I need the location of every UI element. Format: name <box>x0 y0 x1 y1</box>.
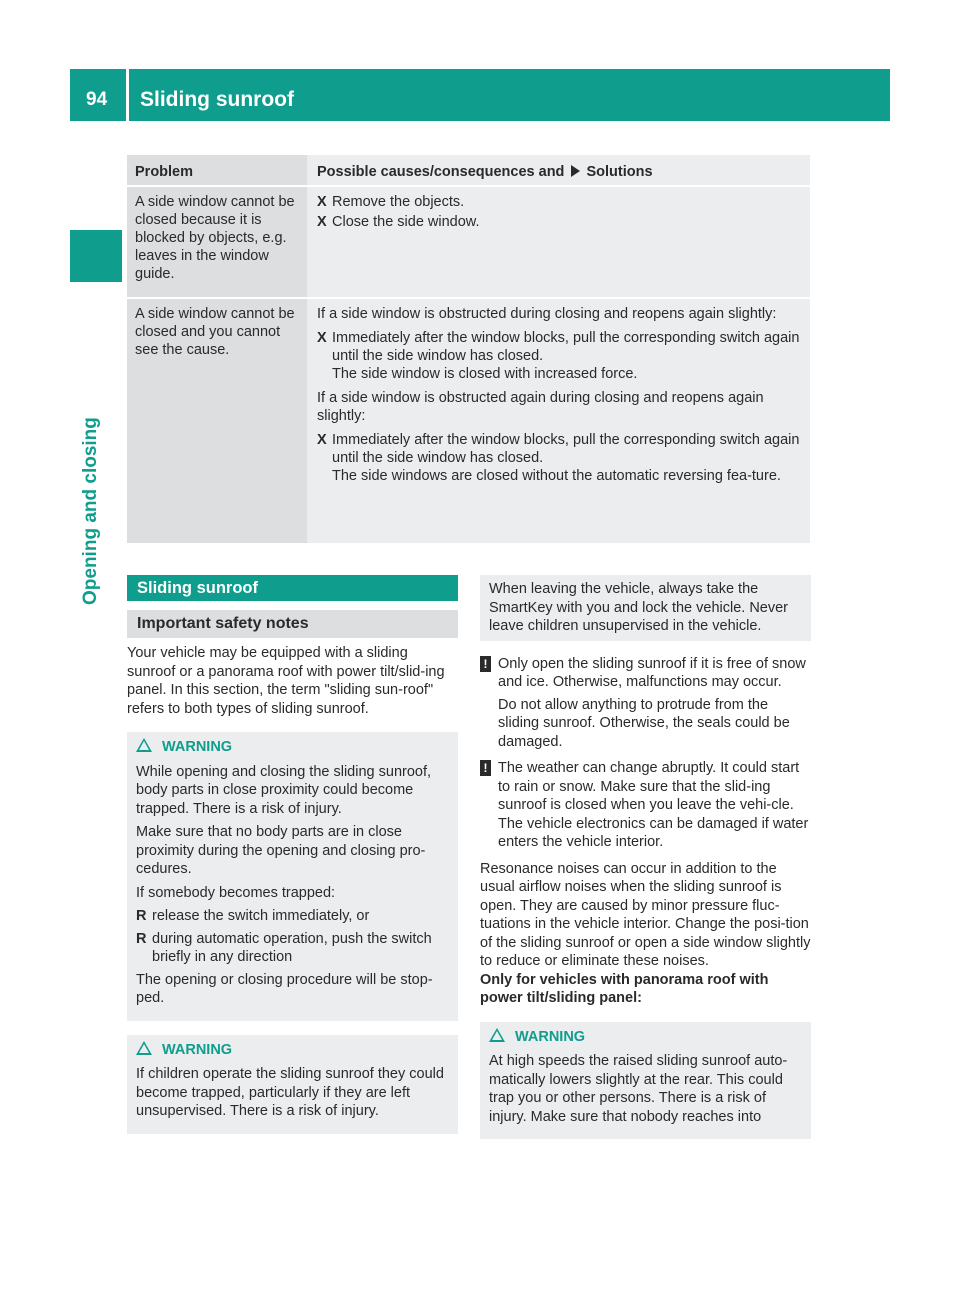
warning-box <box>127 732 458 1021</box>
exclamation-icon: ! <box>480 656 491 672</box>
table-header-row <box>127 155 810 187</box>
bullet-text: during automatic operation, push the switch briefly in any direction <box>152 930 432 965</box>
warning-box <box>480 1022 811 1140</box>
header-solutions-text: Possible causes/consequences and <box>317 164 565 180</box>
warning-label: WARNING <box>162 739 233 755</box>
subsection-heading: Important safety notes <box>127 610 458 638</box>
note-item <box>480 759 811 852</box>
warning-triangle-icon <box>136 1041 152 1055</box>
problem-cell: A side window cannot be closed and you cannot see the cause. <box>127 299 307 543</box>
step-text: Close the side window. <box>332 214 480 230</box>
warning-label: WARNING <box>515 1028 586 1045</box>
table-row <box>127 299 810 545</box>
page-number: 94 <box>86 89 108 110</box>
step-text: Remove the objects. <box>332 194 465 210</box>
warning-text: If children operate the sliding sunroof they could become trapped, particularly if they are left unsupervised. There is a risk of injury. <box>136 1066 444 1119</box>
step-arrow-icon: X <box>317 330 327 346</box>
step-arrow-icon: X <box>317 432 327 448</box>
warning-heading <box>136 1041 450 1060</box>
exclamation-icon: ! <box>480 760 491 776</box>
play-arrow-icon <box>571 165 580 177</box>
note-text: Only open the sliding sunroof if it is free of snow and ice. Otherwise, malfunctions may occur. <box>498 655 806 690</box>
table-row <box>127 187 810 299</box>
warning-text: Make sure that no body parts are in close proximity during the opening and closing pro-cedures. <box>136 824 426 877</box>
warning-heading <box>136 738 450 757</box>
warning-text: The opening or closing procedure will be stop-ped. <box>136 971 433 1006</box>
solution-paragraph: If a side window is obstructed again during closing and reopens again slightly: <box>317 390 764 424</box>
warning-continued-box: When leaving the vehicle, always take the SmartKey with you and lock the vehicle. Never leave children unsupervised in the vehicle. <box>480 575 811 641</box>
note-item <box>480 655 811 752</box>
left-column <box>127 575 458 1134</box>
bullet-item <box>136 907 450 926</box>
solution-cell <box>307 187 810 297</box>
header-problem: Problem <box>127 155 307 185</box>
warning-triangle-icon <box>136 738 152 752</box>
solution-cell <box>307 299 810 543</box>
solution-step <box>317 213 802 231</box>
step-text: Immediately after the window blocks, pull the corresponding switch again until the side window has closed. <box>332 432 800 466</box>
step-result: The side windows are closed without the automatic reversing fea-ture. <box>332 468 781 484</box>
header-solutions-label: Solutions <box>586 164 653 180</box>
warning-heading <box>489 1028 803 1047</box>
page-title: Sliding sunroof <box>140 88 294 111</box>
solution-paragraph: If a side window is obstructed during closing and reopens again slightly: <box>317 306 777 322</box>
bullet-text: release the switch immediately, or <box>152 908 370 924</box>
warning-triangle-icon <box>489 1028 505 1042</box>
right-column <box>480 575 811 1139</box>
panorama-heading: Only for vehicles with panorama roof with power tilt/sliding panel: <box>480 971 769 1006</box>
side-tab-marker <box>70 230 122 282</box>
warning-box <box>127 1035 458 1134</box>
bullet-icon: R <box>136 908 147 924</box>
note-text: Do not allow anything to protrude from the sliding sunroof. Otherwise, the seals could be damaged. <box>498 696 790 750</box>
step-arrow-icon: X <box>317 194 327 210</box>
problem-cell: A side window cannot be closed because it is blocked by objects, e.g. leaves in the window guide. <box>127 187 307 297</box>
warning-label: WARNING <box>162 1041 233 1058</box>
section-heading: Sliding sunroof <box>127 575 458 601</box>
header-solutions <box>307 155 810 185</box>
bullet-icon: R <box>136 930 147 947</box>
bullet-item <box>136 930 450 967</box>
step-text: Immediately after the window blocks, pull the corresponding switch again until the side window has closed. <box>332 330 800 364</box>
resonance-paragraph: Resonance noises can occur in addition to the usual airflow noises when the sliding sunroof is open. They are caused by minor pressure fluc-tuations in the vehicle interior. Change the posi-tion of the sliding sunroof or open a side window slightly to reduce or eliminate these noises. <box>480 860 811 969</box>
chapter-side-label: Opening and closing <box>80 417 101 605</box>
header-divider <box>126 69 129 121</box>
warning-text: At high speeds the raised sliding sunroof auto-matically lowers slightly at the rear. This could trap you or other persons. There is a risk of injury. Make sure that nobody reaches into <box>489 1053 788 1125</box>
troubleshooting-table <box>127 155 810 545</box>
solution-step <box>317 193 802 211</box>
solution-step <box>317 431 802 485</box>
solution-step <box>317 329 802 383</box>
step-arrow-icon: X <box>317 214 327 230</box>
step-result: The side window is closed with increased force. <box>332 366 638 382</box>
warning-text: While opening and closing the sliding sunroof, body parts in close proximity could become trapped. There is a risk of injury. <box>136 763 432 817</box>
intro-paragraph: Your vehicle may be equipped with a sliding sunroof or a panorama roof with power tilt/slid-ing panel. In this section, the term "sliding sun-roof" refers to both types of sliding sunroof. <box>127 645 445 717</box>
note-text: The weather can change abruptly. It could start to rain or snow. Make sure that the slid-ing sunroof is closed when you leave the vehi-cle. The vehicle electronics can be damaged if water enters the vehicle interior. <box>498 760 809 850</box>
warning-text: If somebody becomes trapped: <box>136 884 336 901</box>
